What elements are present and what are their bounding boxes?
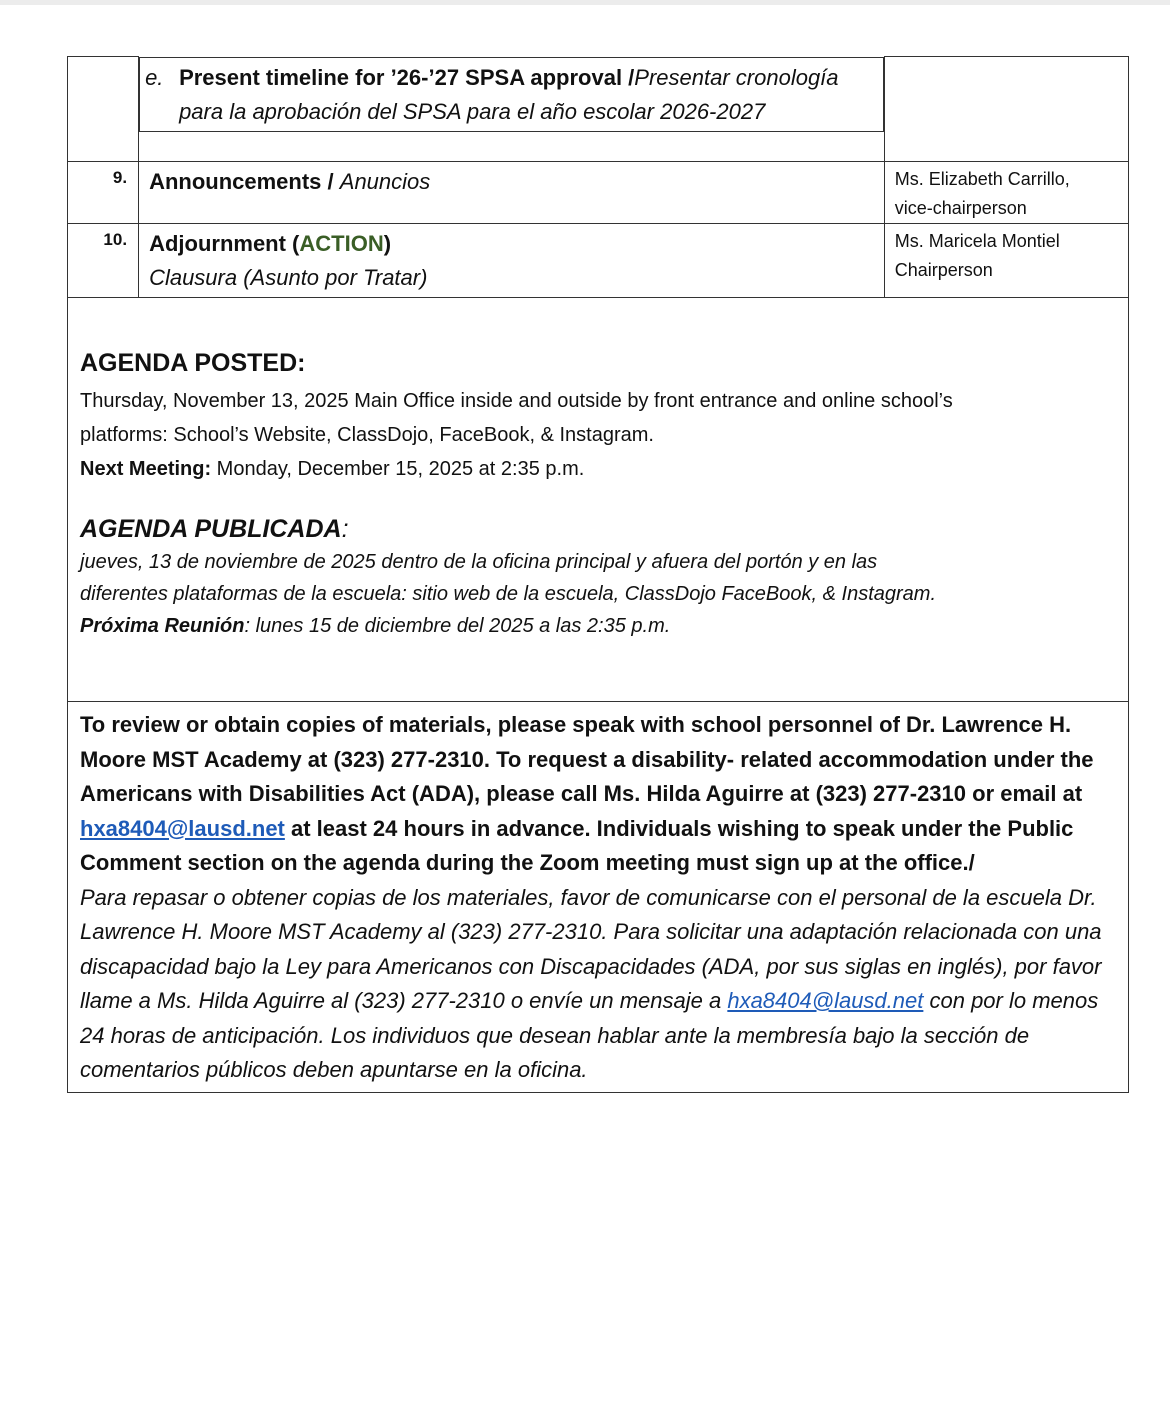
item-number: 10.	[68, 224, 139, 298]
table-row	[68, 224, 1129, 298]
item-number	[68, 57, 139, 162]
table-row	[68, 57, 1129, 162]
email-link[interactable]: hxa8404@lausd.net	[80, 815, 285, 841]
notice-spanish-text-cont: con por lo menos 24 horas de anticipación. Los individuos que desean hablar ante la membresía bajo la sección de comentarios públicos deben apuntarse en la oficina.	[80, 988, 1099, 1082]
agenda-posted-section	[67, 298, 1129, 702]
presenter-role: vice-chairperson	[894, 198, 1027, 218]
document-page	[67, 56, 1129, 1093]
agenda-table	[67, 56, 1129, 298]
title-separator: /	[321, 169, 340, 194]
posted-line-1: Thursday, November 13, 2025 Main Office inside and outside by front entrance and online school’s	[80, 390, 953, 412]
publicada-line-1: jueves, 13 de noviembre de 2025 dentro de la oficina principal y afuera del portón y en las	[80, 551, 878, 573]
item-title-spanish: Anuncios	[339, 169, 431, 194]
agenda-posted-heading: AGENDA POSTED:	[80, 349, 306, 377]
notice-english	[80, 708, 1116, 881]
agenda-publicada-heading	[80, 512, 1116, 546]
proxima-reunion	[80, 610, 1116, 642]
agenda-item-cell	[139, 224, 885, 298]
viewer-top-bar	[0, 0, 1170, 12]
notice-english-text-cont: at least 24 hours in advance. Individuals wishing to speak under the Public Comment section on the agenda during the Zoom meeting must sign up at the office./	[80, 815, 1074, 875]
presenter-role: Chairperson	[894, 260, 993, 280]
proxima-reunion-label: Próxima Reunión	[80, 615, 245, 637]
notice-spanish	[80, 881, 1116, 1088]
item-title-spanish: Presentar cronología para la aprobación del SPSA para el año escolar 2026-2027	[179, 64, 839, 124]
heading-colon: :	[341, 515, 349, 543]
notice-spanish-text: Para repasar o obtener copias de los materiales, favor de comunicarse con el personal de la escuela Dr. Lawrence H. Moore MST Academy al (323) 277-2310. Para solicitar una adaptación relacionada con una discapacidad bajo la Ley para Americanos con Discapacidades (ADA, por sus siglas en inglés), por favor llame a Ms. Hilda Aguirre al (323) 277-2310 o envíe un mensaje a	[80, 884, 1102, 1013]
item-title-spanish: Clausura (Asunto por Tratar)	[149, 265, 428, 290]
next-meeting-value: Monday, December 15, 2025 at 2:35 p.m.	[211, 458, 585, 480]
next-meeting	[80, 452, 1116, 486]
item-title-english: Announcements	[149, 169, 322, 194]
email-link[interactable]: hxa8404@lausd.net	[727, 988, 924, 1013]
agenda-item-cell	[139, 162, 885, 224]
presenter-name: Ms. Maricela Montiel	[894, 231, 1060, 251]
presenter-cell	[884, 162, 1128, 224]
table-row	[68, 162, 1129, 224]
accessibility-notice	[67, 702, 1129, 1093]
presenter-cell	[884, 57, 1128, 162]
proxima-reunion-value: : lunes 15 de diciembre del 2025 a las 2:35 p.m.	[244, 615, 671, 637]
item-title-english: Present timeline for ’26-’27 SPSA approval /	[179, 64, 635, 90]
publicada-line-2: diferentes plataformas de la escuela: sitio web de la escuela, ClassDojo FaceBook, & Instagram.	[80, 583, 936, 605]
presenter-cell	[884, 224, 1128, 298]
item-title-english: Adjournment (	[149, 231, 300, 256]
next-meeting-label: Next Meeting:	[80, 458, 212, 480]
sub-item-letter: e.	[145, 64, 164, 90]
action-badge: ACTION	[299, 231, 384, 256]
posted-line-2: platforms: School’s Website, ClassDojo, FaceBook, & Instagram.	[80, 424, 654, 446]
presenter-name: Ms. Elizabeth Carrillo,	[894, 169, 1070, 189]
item-number: 9.	[68, 162, 139, 224]
title-close-paren: )	[383, 231, 392, 256]
agenda-item-cell	[139, 57, 884, 132]
agenda-publicada-title: AGENDA PUBLICADA	[80, 515, 342, 543]
notice-english-text: To review or obtain copies of materials, please speak with school personnel of Dr. Lawrence H. Moore MST Academy at (323) 277-2310. To request a disability- related accommodation under the Americans with Disabilities Act (ADA), please call Ms. Hilda Aguirre at (323) 277-2310 or email at	[80, 712, 1094, 806]
